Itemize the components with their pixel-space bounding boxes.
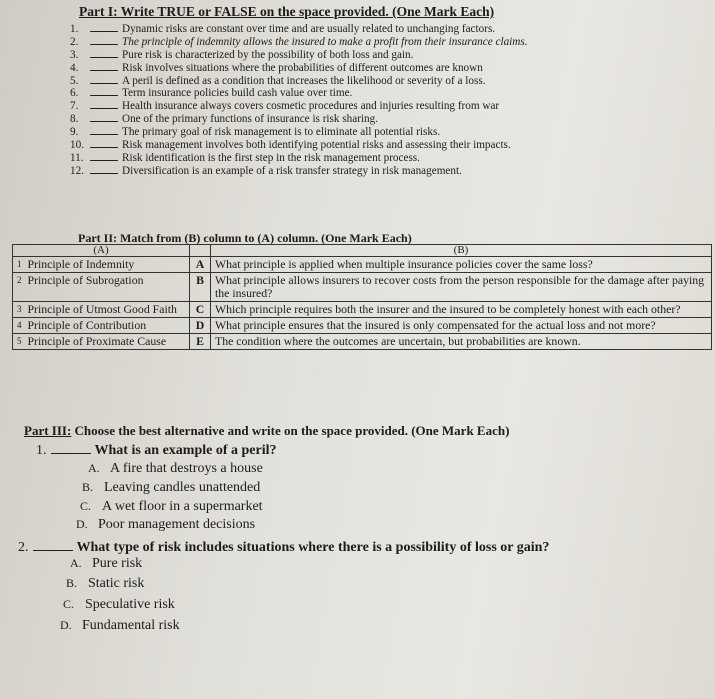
- table-row: [13, 257, 712, 273]
- column-b-cell: Which principle requires both the insurer and the insured to be completely honest with each other?: [211, 302, 712, 318]
- option-item: [60, 618, 180, 634]
- answer-blank[interactable]: [90, 112, 118, 122]
- option-letter: C.: [80, 499, 92, 513]
- principle-text: Principle of Indemnity: [27, 257, 135, 271]
- column-b-cell: The condition where the outcomes are uncertain, but probabilities are known.: [211, 334, 712, 350]
- table-row: [13, 318, 712, 334]
- part3-title-prefix: Part III:: [24, 423, 72, 438]
- answer-blank[interactable]: [90, 151, 118, 161]
- item-number: 11.: [70, 151, 84, 164]
- list-item: [70, 22, 630, 35]
- option-letter: C.: [63, 597, 75, 611]
- list-item: [70, 61, 630, 74]
- row-number: 2: [17, 275, 22, 285]
- part1-title-text: Part I: Write TRUE or FALSE on the space provided. (One Mark Each): [79, 4, 495, 19]
- item-text: Diversification is an example of a risk transfer strategy in risk management.: [122, 164, 462, 177]
- item-number: 10.: [70, 139, 84, 152]
- item-text: Dynamic risks are constant over time and are usually related to unchanging factors.: [122, 23, 496, 35]
- answer-blank[interactable]: [90, 164, 118, 174]
- principle-text: Principle of Utmost Good Faith: [27, 302, 177, 316]
- answer-blank[interactable]: [90, 99, 118, 109]
- list-item: [70, 164, 630, 177]
- answer-blank[interactable]: [90, 22, 118, 32]
- answer-blank[interactable]: [90, 48, 118, 58]
- item-number: 12.: [70, 164, 84, 177]
- principle-text: Principle of Proximate Cause: [27, 334, 167, 348]
- item-number: 7.: [70, 100, 79, 113]
- column-b-header: (B): [211, 245, 712, 257]
- option-item: [66, 576, 144, 592]
- column-a-cell: [13, 273, 190, 302]
- part2-title-text: Part II: Match from (B) column to (A) column. (One Mark Each): [78, 231, 412, 245]
- answer-blank[interactable]: [51, 443, 91, 454]
- item-number: 3.: [70, 48, 79, 61]
- column-a-cell: [13, 318, 190, 334]
- option-letter: D.: [76, 517, 88, 531]
- option-letter: E: [190, 334, 211, 350]
- list-item: [70, 138, 630, 151]
- item-text: Term insurance policies build cash value over time.: [122, 87, 353, 100]
- option-text: Static risk: [88, 576, 145, 591]
- part3-title-text: Choose the best alternative and write on the space provided. (One Mark Each): [71, 423, 510, 438]
- answer-blank[interactable]: [90, 74, 118, 84]
- list-item: [70, 112, 630, 125]
- item-text: Risk involves situations where the probabilities of different outcomes are known: [122, 61, 483, 74]
- option-letter: B.: [82, 480, 94, 494]
- item-text: One of the primary functions of insurance is risk sharing.: [122, 113, 379, 126]
- option-letter: D: [190, 318, 211, 334]
- option-text: Leaving candles unattended: [104, 480, 261, 495]
- answer-blank[interactable]: [90, 61, 118, 71]
- item-text: Risk management involves both identifying potential risks and assessing their impacts.: [122, 139, 511, 152]
- list-item: [70, 86, 630, 99]
- column-a-cell: [13, 257, 190, 273]
- matching-table: [12, 244, 712, 350]
- column-a-header: (A): [13, 245, 190, 257]
- item-number: 9.: [70, 126, 79, 139]
- answer-blank[interactable]: [90, 35, 118, 45]
- table-row: [13, 302, 712, 318]
- item-number: 2.: [70, 35, 79, 48]
- question-text: What is an example of a peril?: [94, 443, 277, 458]
- column-b-cell: What principle ensures that the insured is only compensated for the actual loss and not more?: [211, 318, 712, 334]
- option-text: A fire that destroys a house: [110, 461, 263, 476]
- option-letter: D.: [60, 618, 72, 632]
- option-text: Pure risk: [92, 556, 143, 571]
- question-number: 1.: [36, 443, 47, 458]
- part1-title: [79, 4, 494, 20]
- answer-blank[interactable]: [33, 540, 73, 551]
- row-number: 4: [17, 320, 22, 330]
- option-letter: A.: [88, 461, 100, 475]
- option-text: A wet floor in a supermarket: [102, 499, 263, 514]
- item-text: Health insurance always covers cosmetic procedures and injuries resulting from war: [122, 100, 500, 113]
- column-b-cell: What principle allows insurers to recover costs from the person responsible for the damage after paying the insured?: [211, 273, 712, 302]
- item-number: 1.: [70, 23, 79, 35]
- option-text: Poor management decisions: [98, 517, 256, 532]
- answer-blank[interactable]: [90, 86, 118, 96]
- table-row: [13, 334, 712, 350]
- option-letter: A.: [70, 556, 82, 570]
- option-text: Speculative risk: [85, 597, 175, 612]
- option-item: [70, 556, 142, 572]
- item-text: A peril is defined as a condition that increases the likelihood or severity of a loss.: [122, 74, 486, 87]
- list-item: [70, 48, 630, 61]
- part1-list: [70, 22, 630, 177]
- principle-text: Principle of Subrogation: [27, 273, 144, 287]
- list-item: [70, 151, 630, 164]
- option-item: [63, 597, 175, 613]
- table-row: [13, 273, 712, 302]
- answer-blank[interactable]: [90, 138, 118, 148]
- answer-blank[interactable]: [90, 125, 118, 135]
- question-text: What type of risk includes situations where there is a possibility of loss or gain?: [76, 540, 550, 555]
- option-text: Fundamental risk: [82, 618, 180, 633]
- part3-title: [24, 423, 509, 439]
- option-letter: B: [190, 273, 211, 302]
- item-text: Risk identification is the first step in the risk management process.: [122, 151, 420, 164]
- list-item: [70, 99, 630, 112]
- table-header-row: [13, 245, 712, 257]
- option-item: [76, 517, 255, 533]
- column-b-cell: What principle is applied when multiple insurance policies cover the same loss?: [211, 257, 712, 273]
- item-text: The primary goal of risk management is to eliminate all potential risks.: [122, 126, 441, 139]
- option-item: [80, 499, 263, 515]
- list-item: [70, 35, 630, 48]
- principle-text: Principle of Contribution: [27, 318, 147, 332]
- option-item: [82, 480, 260, 496]
- column-a-cell: [13, 334, 190, 350]
- item-number: 5.: [70, 74, 79, 87]
- item-text: The principle of indemnity allows the insured to make a profit from their insurance claims.: [122, 35, 528, 48]
- question-number: 2.: [18, 540, 29, 555]
- item-text: Pure risk is characterized by the possibility of both loss and gain.: [122, 48, 414, 61]
- question-2: [18, 540, 549, 556]
- option-letter: B.: [66, 576, 78, 590]
- row-number: 5: [17, 336, 22, 346]
- option-item: [88, 461, 263, 477]
- header-spacer: [190, 245, 211, 257]
- list-item: [70, 74, 630, 87]
- option-letter: C: [190, 302, 211, 318]
- option-letter: A: [190, 257, 211, 273]
- item-number: 6.: [70, 87, 79, 100]
- list-item: [70, 125, 630, 138]
- item-number: 8.: [70, 113, 79, 126]
- column-a-cell: [13, 302, 190, 318]
- question-1: [36, 443, 277, 459]
- row-number: 3: [17, 304, 22, 314]
- item-number: 4.: [70, 61, 79, 74]
- row-number: 1: [17, 259, 22, 269]
